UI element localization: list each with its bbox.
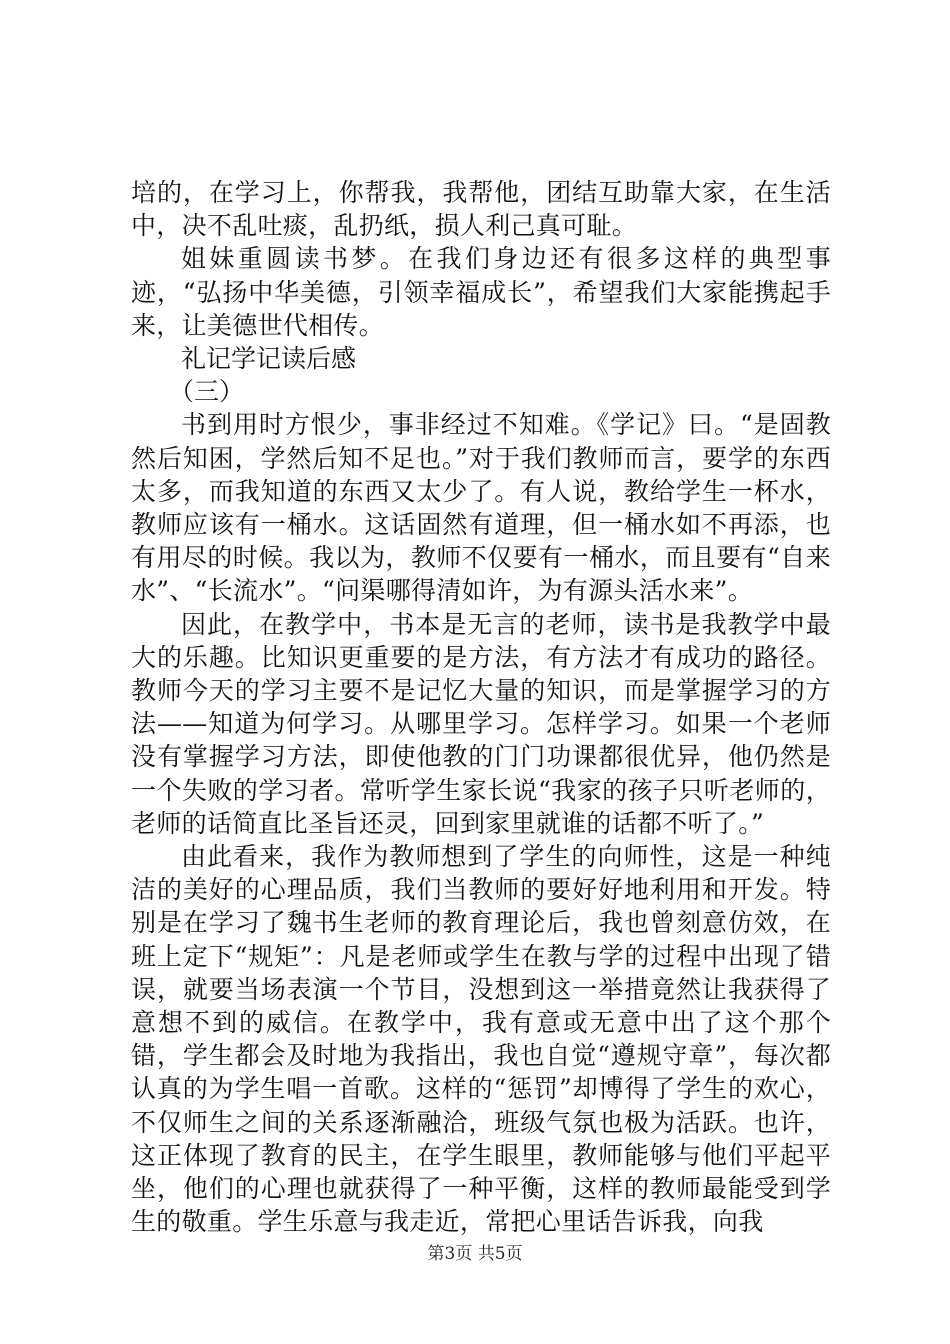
paragraph-reflection: 由此看来，我作为教师想到了学生的向师性，这是一种纯洁的美好的心理品质，我们当教师的要好好地利用和开发。特别是在学习了魏书生老师的教育理论后，我也曾刻意仿效，在班上定下“规矩”：凡是老师或学生在教与学的过程中出现了错误，就要当场表演一个节目，没想到这一举措竟然让我获得了意想不到的威信。在教学中，我有意或无意中出了这个那个错，学生都会及时地为我指出，我也自觉“遵规守章”，每次都认真的为学生唱一首歌。这样的“惩罚”却博得了学生的欢心，不仅师生之间的关系逐渐融洽，班级气氛也极为活跃。也许，这正体现了教育的民主，在学生眼里，教师能够与他们平起平坐，他们的心理也就获得了一种平衡，这样的教师最能受到学生的敬重。学生乐意与我走近，常把心里话告诉我，向我	[131, 842, 831, 1237]
paragraph-teaching: 因此，在教学中，书本是无言的老师，读书是我教学中最大的乐趣。比知识更重要的是方法，有方法才有成功的路径。教师今天的学习主要不是记忆大量的知识，而是掌握学习的方法——知道为何学习。从哪里学习。怎样学习。如果一个老师没有掌握学习方法，即使他教的门门功课都很优异，他仍然是一个失败的学习者。常听学生家长说“我家的孩子只听老师的，老师的话简直比圣旨还灵，回到家里就谁的话都不听了。”	[131, 609, 831, 838]
paragraph-sisters: 姐妹重圆读书梦。在我们身边还有很多这样的典型事迹，“弘扬中华美德，引领幸福成长”，希望我们大家能携起手来，让美德世代相传。	[131, 244, 831, 340]
document-content	[131, 176, 831, 1239]
paragraph-study: 书到用时方恨少，事非经过不知难。《学记》曰。“是固教然后知困，学然后知不足也。”对于我们教师而言，要学的东西太多，而我知道的东西又太少了。有人说，教给学生一杯水，教师应该有一桶水。这话固然有道理，但一桶水如不再添，也有用尽的时候。我以为，教师不仅要有一桶水，而且要有“自来水”、“长流水”。“问渠哪得清如许，为有源头活水来”。	[131, 410, 831, 606]
section-title: 礼记学记读后感	[181, 344, 357, 374]
paragraph-continuation: 培的，在学习上，你帮我，我帮他，团结互助靠大家，在生活中，决不乱吐痰，乱扔纸，损人利己真可耻。	[131, 178, 831, 241]
section-number: （三）	[169, 377, 245, 407]
page-footer: 第3页 共5页	[427, 1244, 523, 1264]
